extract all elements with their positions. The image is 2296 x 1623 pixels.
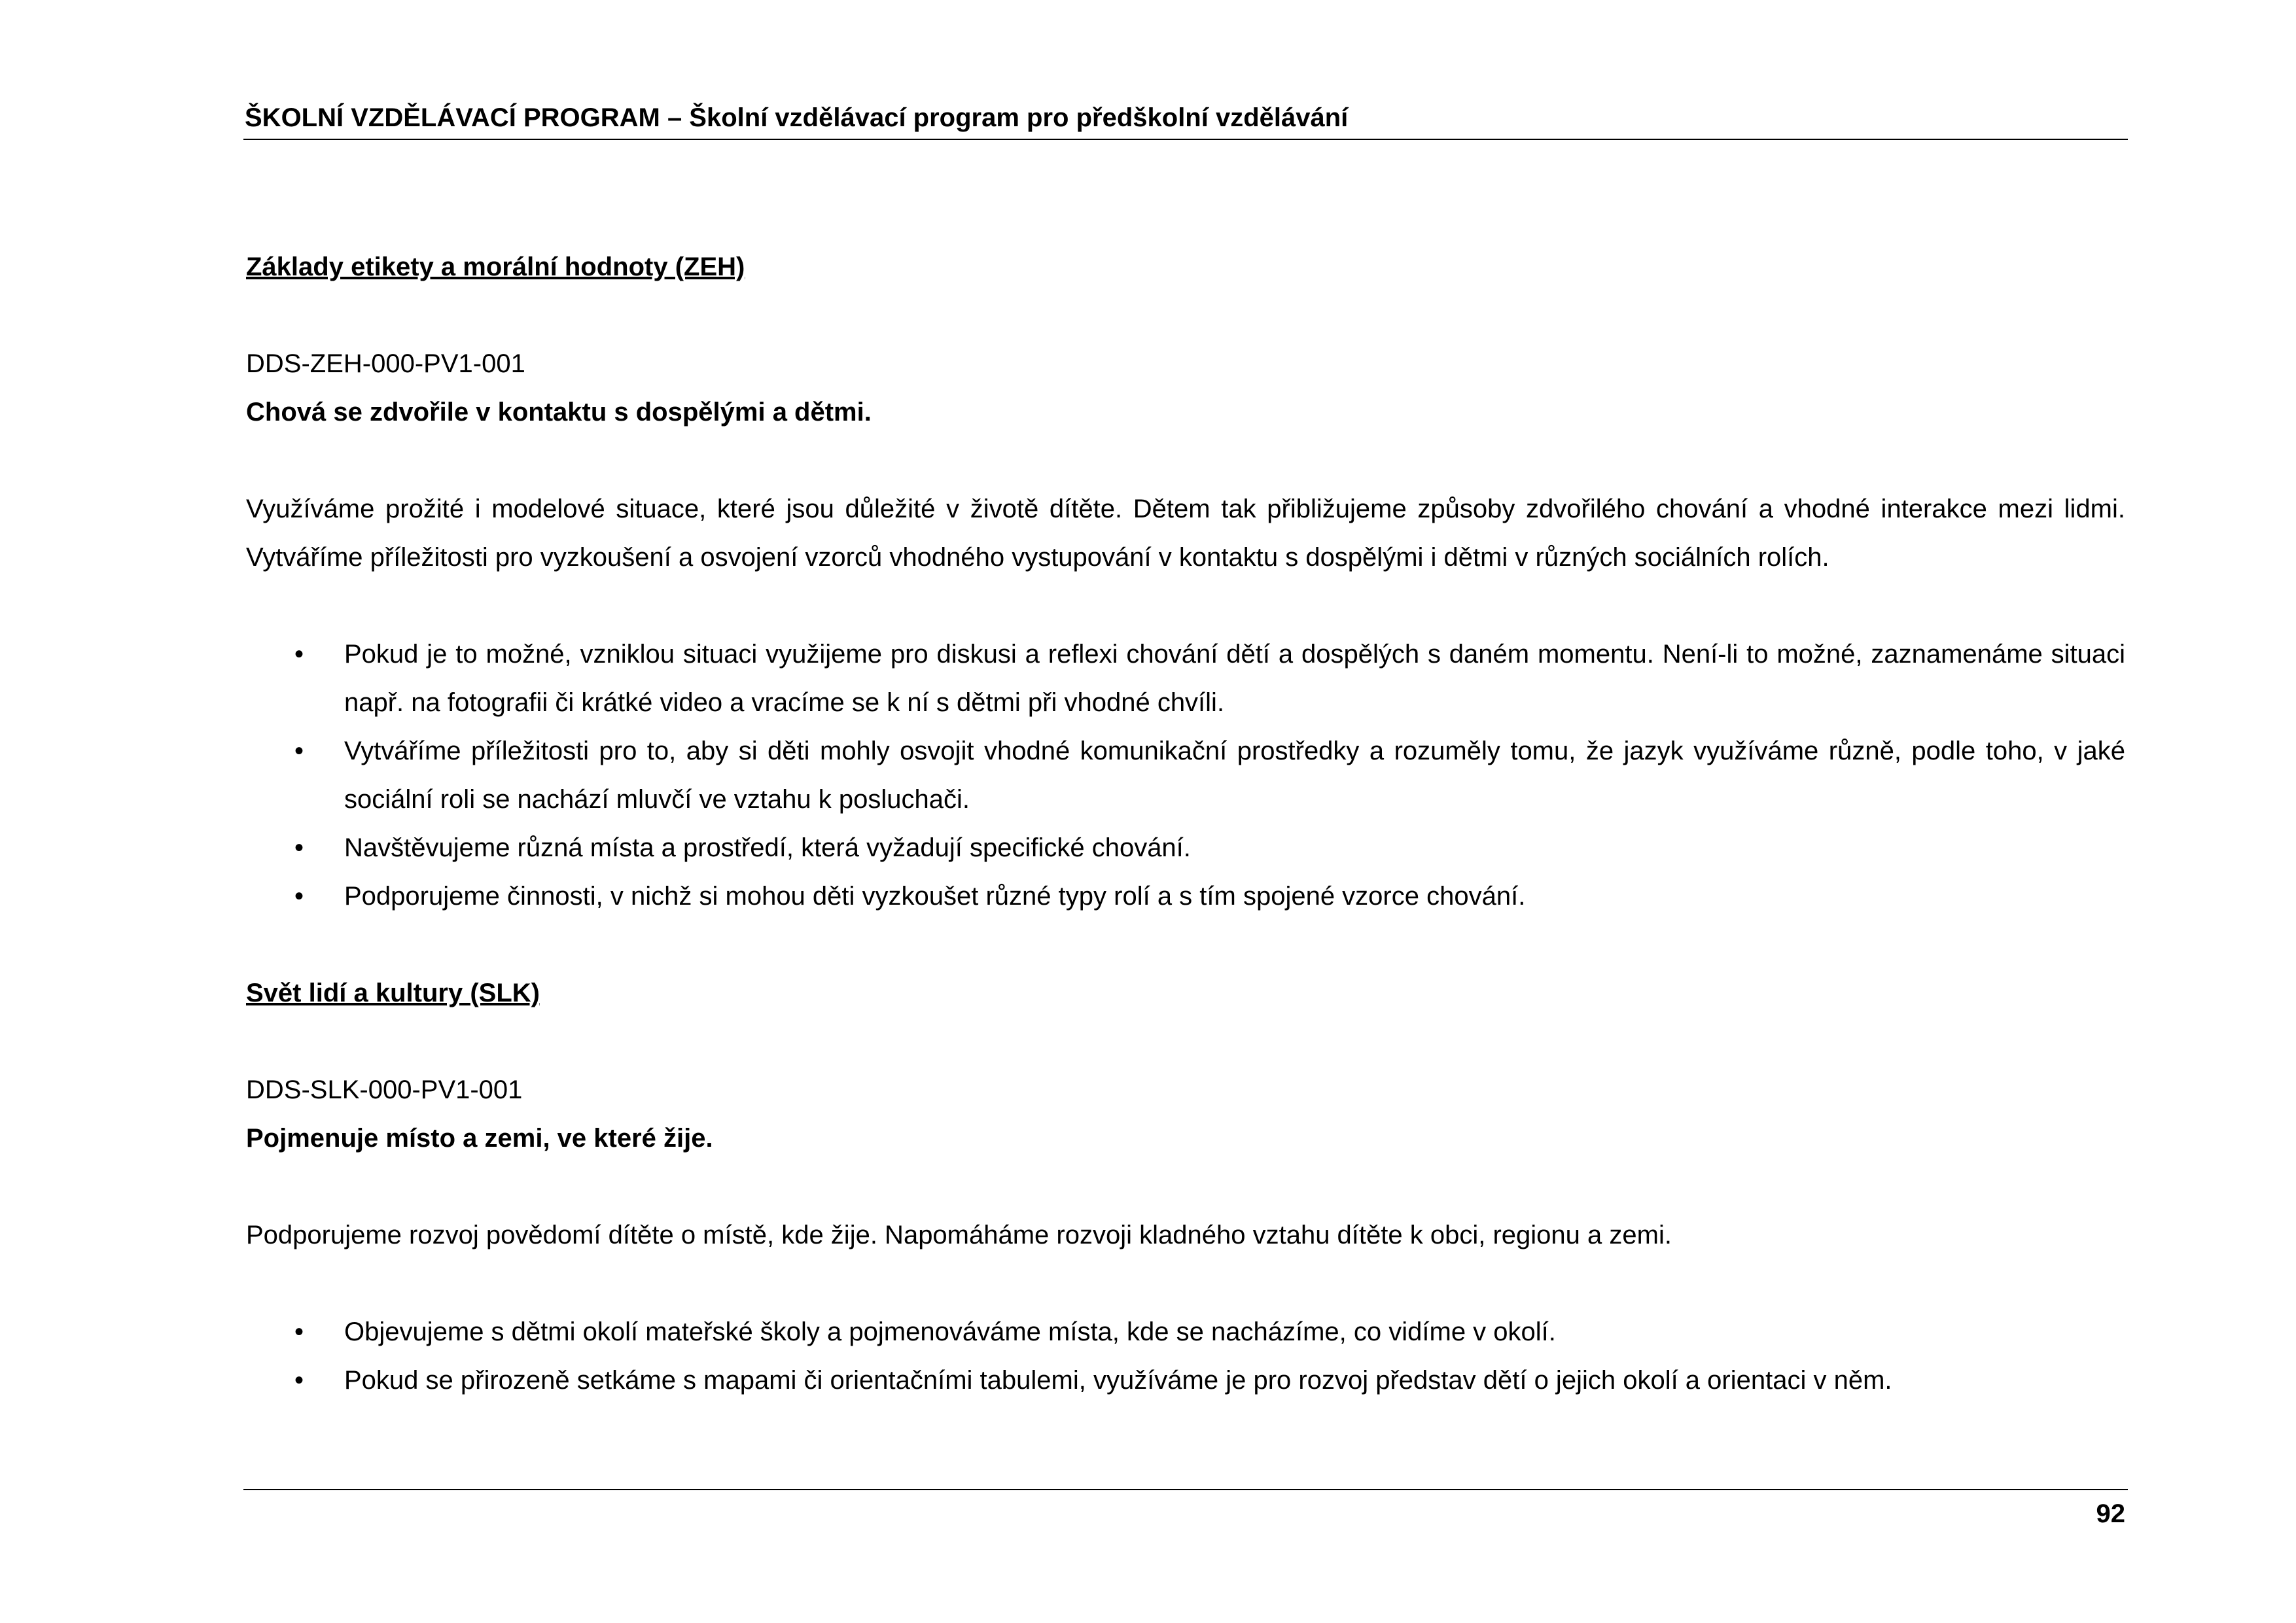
goal-statement: Pojmenuje místo a zemi, ve které žije. [246, 1124, 713, 1153]
goal-code: DDS-SLK-000-PV1-001 [246, 1075, 523, 1104]
list-item [246, 1308, 2125, 1356]
section-paragraph: Podporujeme rozvoj povědomí dítěte o místě, kde žije. Napomáháme rozvoji kladného vztahu dítěte k obci, regionu a zemi. [246, 1221, 1672, 1249]
section-zeh [246, 243, 2125, 920]
page-number: 92 [2096, 1499, 2125, 1528]
bullet-icon: • [294, 833, 304, 862]
bullet-icon: • [294, 737, 304, 765]
list-item [246, 727, 2125, 824]
list-item [246, 1356, 2125, 1405]
list-item-text: Pokud se přirozeně setkáme s mapami či orientačními tabulemi, využíváme je pro rozvoj představ dětí o jejich okolí a orientaci v něm. [344, 1366, 1892, 1395]
page-header: ŠKOLNÍ VZDĚLÁVACÍ PROGRAM – Školní vzdělávací program pro předškolní vzdělávání [245, 103, 1349, 132]
list-item-text: Pokud je to možné, vzniklou situaci využijeme pro diskusi a reflexi chování dětí a dospělých s daném momentu. Není-li to možné, zaznamenáme situaci např. na fotografii či krátké video a vracíme se k ní s dětmi při vhodné chvíli. [344, 640, 2125, 717]
section-paragraph: Využíváme prožité i modelové situace, které jsou důležité v životě dítěte. Dětem tak přibližujeme způsoby zdvořilého chování a vhodné interakce mezi lidmi. Vytváříme příležitosti pro vyzkoušení a osvojení vzorců vhodného vystupování v kontaktu s dospělými i dětmi v různých sociálních rolích. [246, 495, 2125, 572]
bullet-icon: • [294, 1366, 304, 1395]
bullet-list [246, 1308, 2125, 1405]
bullet-icon: • [294, 1318, 304, 1346]
header-divider [243, 139, 2128, 140]
bullet-list [246, 630, 2125, 920]
list-item [246, 824, 2125, 872]
list-item [246, 872, 2125, 920]
section-slk [246, 969, 2125, 1405]
bullet-icon: • [294, 882, 304, 911]
list-item [246, 630, 2125, 727]
section-title: Svět lidí a kultury (SLK) [246, 979, 540, 1007]
bullet-icon: • [294, 640, 304, 669]
section-title: Základy etikety a morální hodnoty (ZEH) [246, 253, 745, 281]
list-item-text: Vytváříme příležitosti pro to, aby si děti mohly osvojit vhodné komunikační prostředky a rozuměly tomu, že jazyk využíváme různě, podle toho, v jaké sociální roli se nachází mluvčí ve vztahu k posluchači. [344, 737, 2125, 814]
footer-divider [243, 1489, 2128, 1490]
list-item-text: Navštěvujeme různá místa a prostředí, která vyžadují specifické chování. [344, 833, 1191, 862]
goal-code: DDS-ZEH-000-PV1-001 [246, 349, 525, 378]
goal-statement: Chová se zdvořile v kontaktu s dospělými a dětmi. [246, 398, 872, 427]
list-item-text: Podporujeme činnosti, v nichž si mohou děti vyzkoušet různé typy rolí a s tím spojené vzorce chování. [344, 882, 1526, 911]
list-item-text: Objevujeme s dětmi okolí mateřské školy a pojmenováváme místa, kde se nacházíme, co vidíme v okolí. [344, 1318, 1556, 1346]
page-content [246, 243, 2125, 1453]
